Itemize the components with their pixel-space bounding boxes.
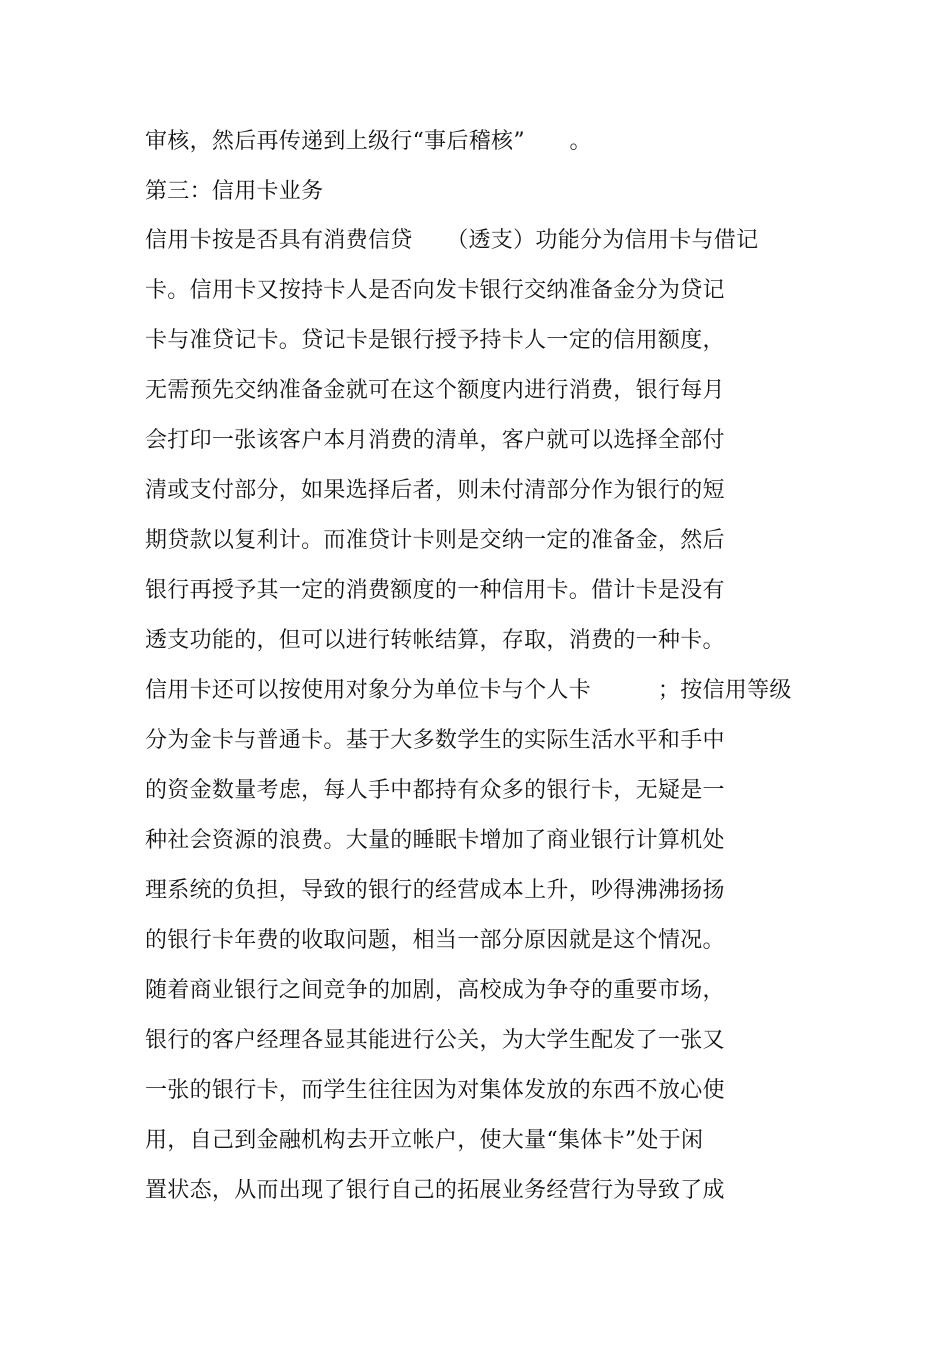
text-line: 期贷款以复利计。而准贷计卡则是交纳一定的准备金，然后 (145, 528, 725, 553)
text-line: 银行的客户经理各显其能进行公关，为大学生配发了一张又 (145, 1028, 725, 1053)
text-line: 银行再授予其一定的消费额度的一种信用卡。借计卡是没有 (145, 578, 725, 603)
text-line: 信用卡还可以按使用对象分为单位卡与个人卡 ；按信用等级 (145, 678, 792, 703)
text-line: 用，自己到金融机构去开立帐户，使大量“集体卡”处于闲 (145, 1128, 704, 1153)
text-line: 随着商业银行之间竞争的加剧，高校成为争夺的重要市场， (145, 978, 725, 1003)
text-line: 审核，然后再传递到上级行“事后稽核” 。 (145, 129, 592, 154)
text-line: 会打印一张该客户本月消费的清单，客户就可以选择全部付 (145, 428, 725, 453)
text-line: 无需预先交纳准备金就可在这个额度内进行消费，银行每月 (145, 378, 725, 403)
text-line: 卡与准贷记卡。贷记卡是银行授予持卡人一定的信用额度， (145, 328, 725, 353)
text-line: 分为金卡与普通卡。基于大多数学生的实际生活水平和手中 (145, 728, 725, 753)
text-line: 的资金数量考虑，每人手中都持有众多的银行卡，无疑是一 (145, 778, 725, 803)
text-line: 理系统的负担，导致的银行的经营成本上升，吵得沸沸扬扬 (145, 878, 725, 903)
text-line: 清或支付部分，如果选择后者，则未付清部分作为银行的短 (145, 478, 725, 503)
text-line: 卡。信用卡又按持卡人是否向发卡银行交纳准备金分为贷记 (145, 278, 725, 303)
text-line: 一张的银行卡，而学生往往因为对集体发放的东西不放心使 (145, 1078, 725, 1103)
text-line: 种社会资源的浪费。大量的睡眠卡增加了商业银行计算机处 (145, 828, 725, 853)
text-line: 透支功能的，但可以进行转帐结算，存取，消费的一种卡。 (145, 628, 725, 653)
section-heading: 第三：信用卡业务 (145, 179, 324, 204)
text-line: 置状态，从而出现了银行自己的拓展业务经营行为导致了成 (145, 1178, 725, 1203)
text-line: 信用卡按是否具有消费信贷 （透支）功能分为信用卡与借记 (145, 228, 759, 253)
text-line: 的银行卡年费的收取问题，相当一部分原因就是这个情况。 (145, 928, 725, 953)
